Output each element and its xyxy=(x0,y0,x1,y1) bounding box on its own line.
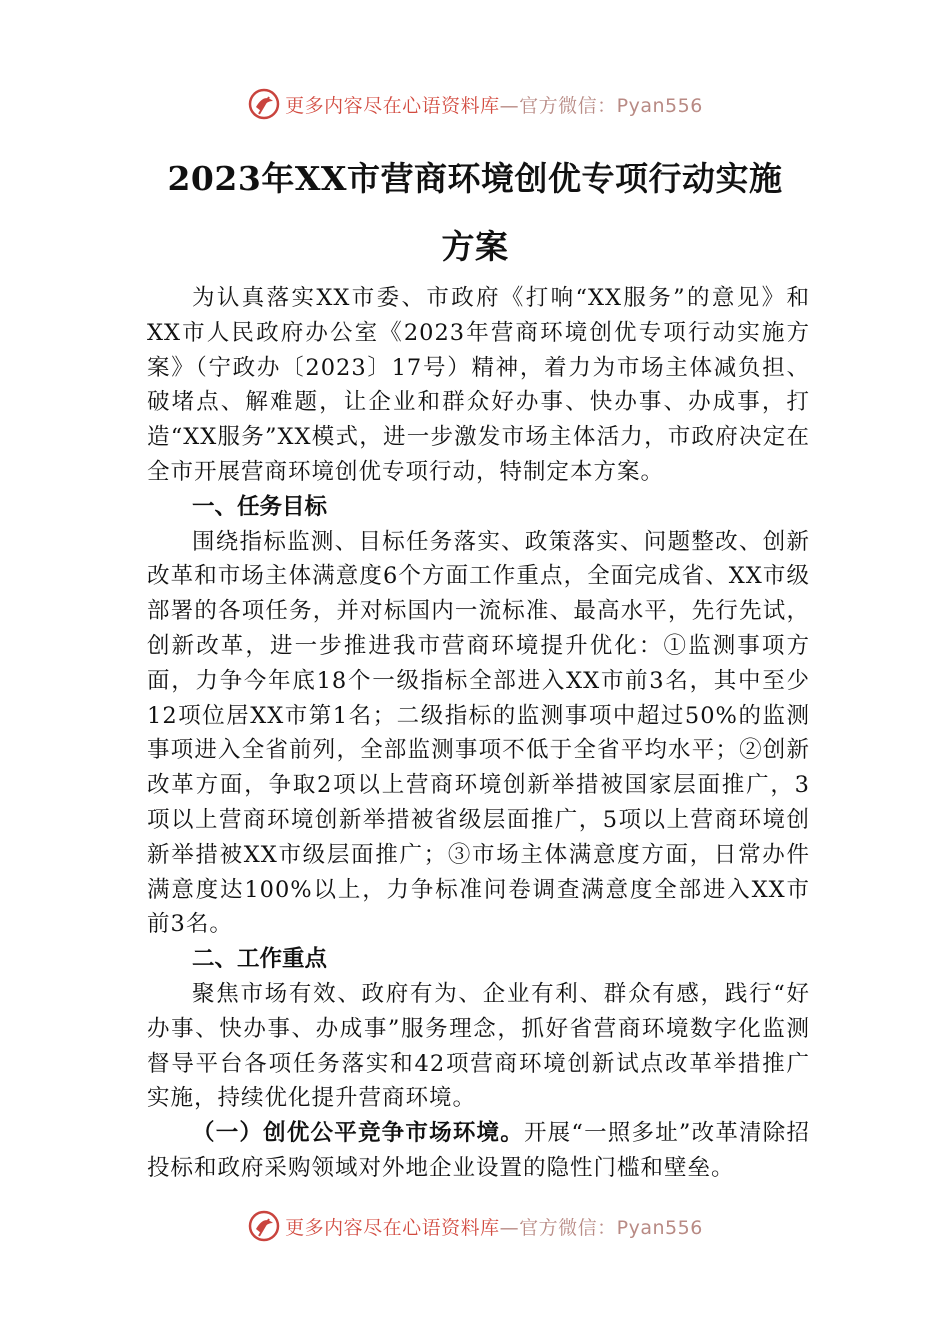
intro-paragraph: 为认真落实XX市委、市政府《打响“XX服务”的意见》和XX市人民政府办公室《2023年营商环境创优专项行动实施方案》（宁政办〔2023〕17号）精神，着力为市场主体减负担、破堵点、解难题，让企业和群众好办事、快办事、办成事，打造“XX服务”XX模式，进一步激发市场主体活力，市政府决定在全市开展营商环境创优专项行动，特制定本方案。 xyxy=(147,285,810,485)
sub1-paragraph xyxy=(147,1116,810,1186)
logo-icon xyxy=(247,1209,281,1243)
watermark-text-a: 更多内容尽在心语资料库 xyxy=(285,1216,500,1239)
section1-paragraph: 围绕指标监测、目标任务落实、政策落实、问题整改、创新改革和市场主体满意度6个方面工作重点，全面完成省、XX市级部署的各项任务，并对标国内一流标准、最高水平，先行先试，创新改革，进一步推进我市营商环境提升优化：①监测事项方面，力争今年底18个一级指标全部进入XX市前3名，其中至少12项位居XX市第1名；二级指标的监测事项中超过50%的监测事项进入全省前列，全部监测事项不低于全省平均水平；②创新改革方面，争取2项以上营商环境创新举措被国家层面推广，3项以上营商环境创新举措被省级层面推广，5项以上营商环境创新举措被XX市级层面推广；③市场主体满意度方面，日常办件满意度达100%以上，力争标准问卷调查满意度全部进入XX市前3名。 xyxy=(147,528,810,938)
logo-icon xyxy=(247,87,281,121)
watermark-text-b: —官方微信：Pyan556 xyxy=(499,94,703,117)
doc-title-line1: 2023年XX市营商环境创优专项行动实施 xyxy=(167,159,783,198)
section2-paragraph: 聚焦市场有效、政府有为、企业有利、群众有感，践行“好办事、快办事、办成事”服务理念，抓好省营商环境数字化监测督导平台各项任务落实和42项营商环境创新试点改革举措推广实施，持续优化提升营商环境。 xyxy=(147,980,810,1112)
sub1-heading: （一）创优公平竞争市场环境。 xyxy=(192,1120,524,1147)
watermark-footer xyxy=(0,1208,950,1244)
watermark-text-a: 更多内容尽在心语资料库 xyxy=(285,94,500,117)
section1-heading: 一、任务目标 xyxy=(192,493,328,520)
watermark-header xyxy=(0,86,950,122)
doc-body xyxy=(147,281,810,1211)
sub1-body: 开展“一照多址”改革清除招投标和政府采购领域对外地企业设置的隐性门槛和壁垒。 xyxy=(147,1120,810,1181)
section2-heading: 二、工作重点 xyxy=(192,946,328,973)
watermark-text-b: —官方微信：Pyan556 xyxy=(499,1216,703,1239)
doc-title-line2: 方案 xyxy=(441,227,509,266)
